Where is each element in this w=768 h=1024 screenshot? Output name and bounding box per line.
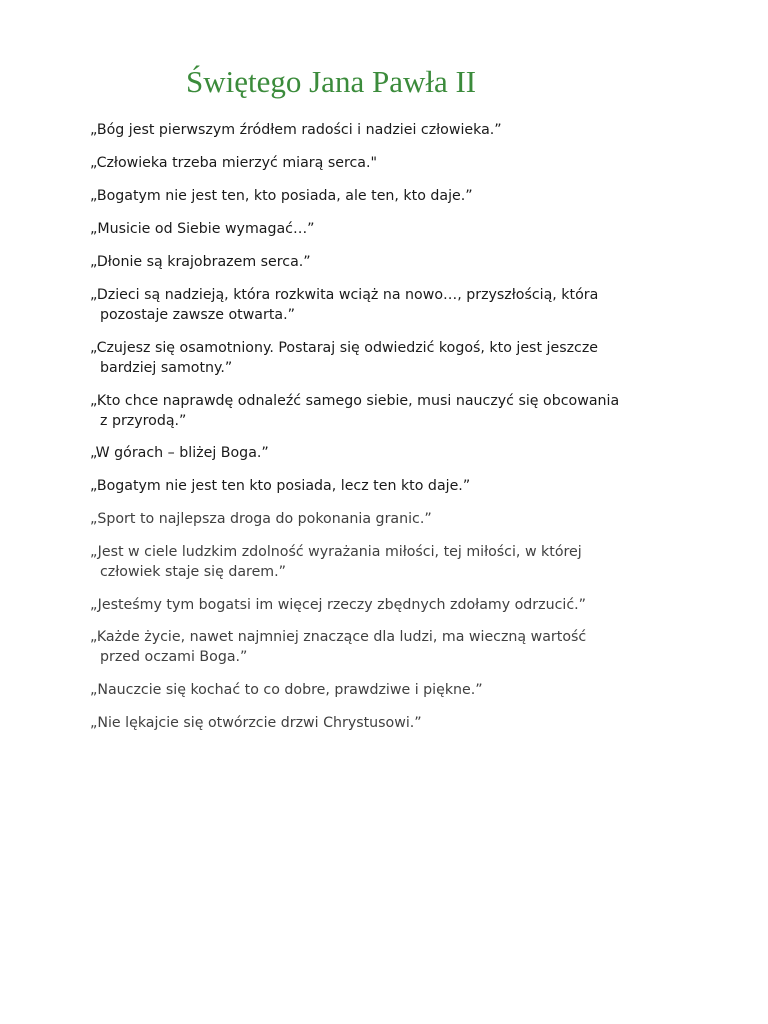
quote-line-continuation: człowiek staje się darem.” [100,564,286,580]
quote-line: „Bóg jest pierwszym źródłem radości i nadziei człowieka.” [90,122,502,138]
quote-line-continuation: pozostaje zawsze otwarta.” [100,307,295,323]
quote-item [90,443,730,463]
quote-item [90,120,730,140]
quote-item [90,338,730,378]
quote-item [90,285,730,325]
quote-line-continuation: bardziej samotny.” [100,360,233,376]
quote-line: „Musicie od Siebie wymagać…” [90,221,315,237]
quote-item [90,153,730,173]
quote-line: „Kto chce naprawdę odnaleźć samego siebie, musi nauczyć się obcowania [90,393,620,409]
quote-item [90,391,730,431]
quote-line: „Jest w ciele ludzkim zdolność wyrażania miłości, tej miłości, w której [90,544,582,560]
quote-line: „W górach – bliżej Boga.” [90,445,269,461]
quote-line: „Nie lękajcie się otwórzcie drzwi Chrystusowi.” [90,715,422,731]
quote-item [90,542,730,582]
quote-line: „Sport to najlepsza droga do pokonania granic.” [90,511,432,527]
quote-item [90,476,730,496]
quote-item [90,219,730,239]
quote-item [90,595,730,615]
quote-line: „Bogatym nie jest ten, kto posiada, ale ten, kto daje.” [90,188,473,204]
quote-item [90,713,730,733]
quote-item [90,509,730,529]
quote-line: „Nauczcie się kochać to co dobre, prawdziwe i piękne.” [90,682,483,698]
quote-line: „Jesteśmy tym bogatsi im więcej rzeczy zbędnych zdołamy odrzucić.” [90,597,586,613]
quote-line: „Człowieka trzeba mierzyć miarą serca." [90,155,378,171]
quote-line: „Bogatym nie jest ten kto posiada, lecz ten kto daje.” [90,478,471,494]
quote-line: „Czujesz się osamotniony. Postaraj się odwiedzić kogoś, kto jest jeszcze [90,340,599,356]
page-title: Świętego Jana Pawła II [186,64,477,99]
quote-item [90,627,730,667]
quote-line-continuation: przed oczami Boga.” [100,649,248,665]
quote-line: „Dłonie są krajobrazem serca.” [90,254,311,270]
quote-item [90,186,730,206]
quote-line: „Dzieci są nadzieją, która rozkwita wciąż na nowo…, przyszłością, która [90,287,599,303]
quote-item [90,252,730,272]
quote-item [90,680,730,700]
quote-line: „Każde życie, nawet najmniej znaczące dla ludzi, ma wieczną wartość [90,629,587,645]
quote-line-continuation: z przyrodą.” [100,413,187,429]
